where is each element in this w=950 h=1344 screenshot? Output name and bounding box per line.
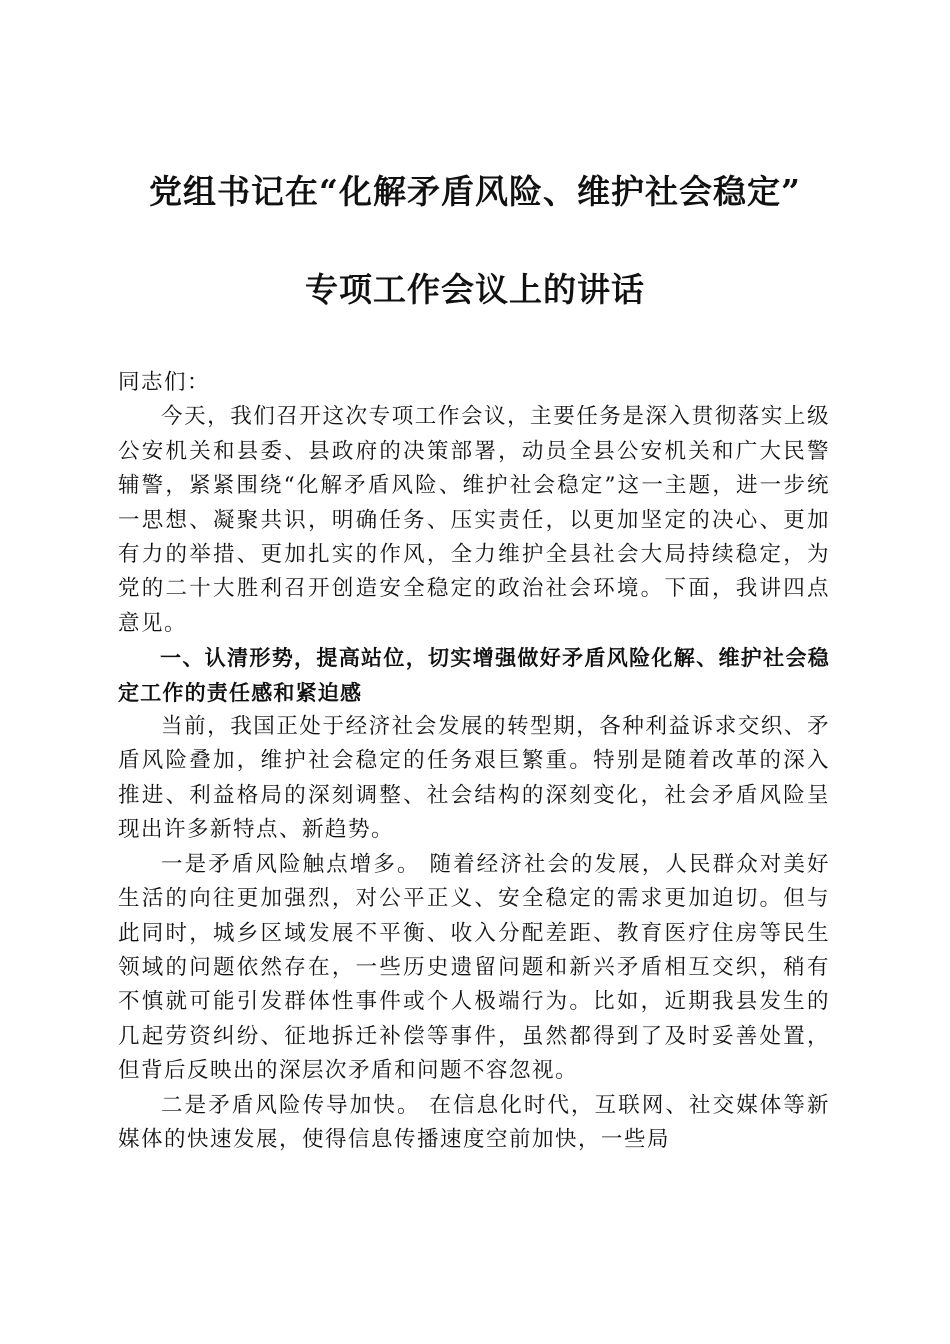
salutation: 同志们：: [118, 370, 211, 395]
document-title-line-1: 党组书记在“化解矛盾风险、维护社会稳定”: [149, 172, 801, 211]
paragraph-situation: 当前，我国正处于经济社会发展的转型期，各种利益诉求交织、矛盾风险叠加，维护社会稳定的任务艰巨繁重。特别是随着改革的深入推进、利益格局的深刻调整、社会结构的深刻变化，社会矛盾风险呈现出许多新特点、新趋势。: [118, 714, 830, 843]
paragraph-point-2: 二是矛盾风险传导加快。 在信息化时代，互联网、社交媒体等新媒体的快速发展，使得信息传播速度空前加快，一些局: [118, 1092, 830, 1152]
paragraph-intro: 今天，我们召开这次专项工作会议，主要任务是深入贯彻落实上级公安机关和县委、县政府的决策部署，动员全县公安机关和广大民警辅警，紧紧围绕“化解矛盾风险、维护社会稳定”这一主题，进一步统一思想、凝聚共识，明确任务、压实责任，以更加坚定的决心、更加有力的举措、更加扎实的作风，全力维护全县社会大局持续稳定，为党的二十大胜利召开创造安全稳定的政治社会环境。下面，我讲四点意见。: [118, 404, 830, 636]
paragraph-point-1: 一是矛盾风险触点增多。 随着经济社会的发展，人民群众对美好生活的向往更加强烈，对公平正义、安全稳定的需求更加迫切。但与此同时，城乡区域发展不平衡、收入分配差距、教育医疗住房等民生领域的问题依然存在，一些历史遗留问题和新兴矛盾相互交织，稍有不慎就可能引发群体性事件或个人极端行为。比如，近期我县发生的几起劳资纠纷、征地拆迁补偿等事件，虽然都得到了及时妥善处置，但背后反映出的深层次矛盾和问题不容忽视。: [118, 851, 830, 1084]
document-title-line-2: 专项工作会议上的讲话: [305, 270, 645, 309]
document-body: [118, 366, 830, 1157]
section-heading-1: 一、认清形势，提高站位，切实增强做好矛盾风险化解、维护社会稳定工作的责任感和紧迫感: [118, 646, 830, 705]
